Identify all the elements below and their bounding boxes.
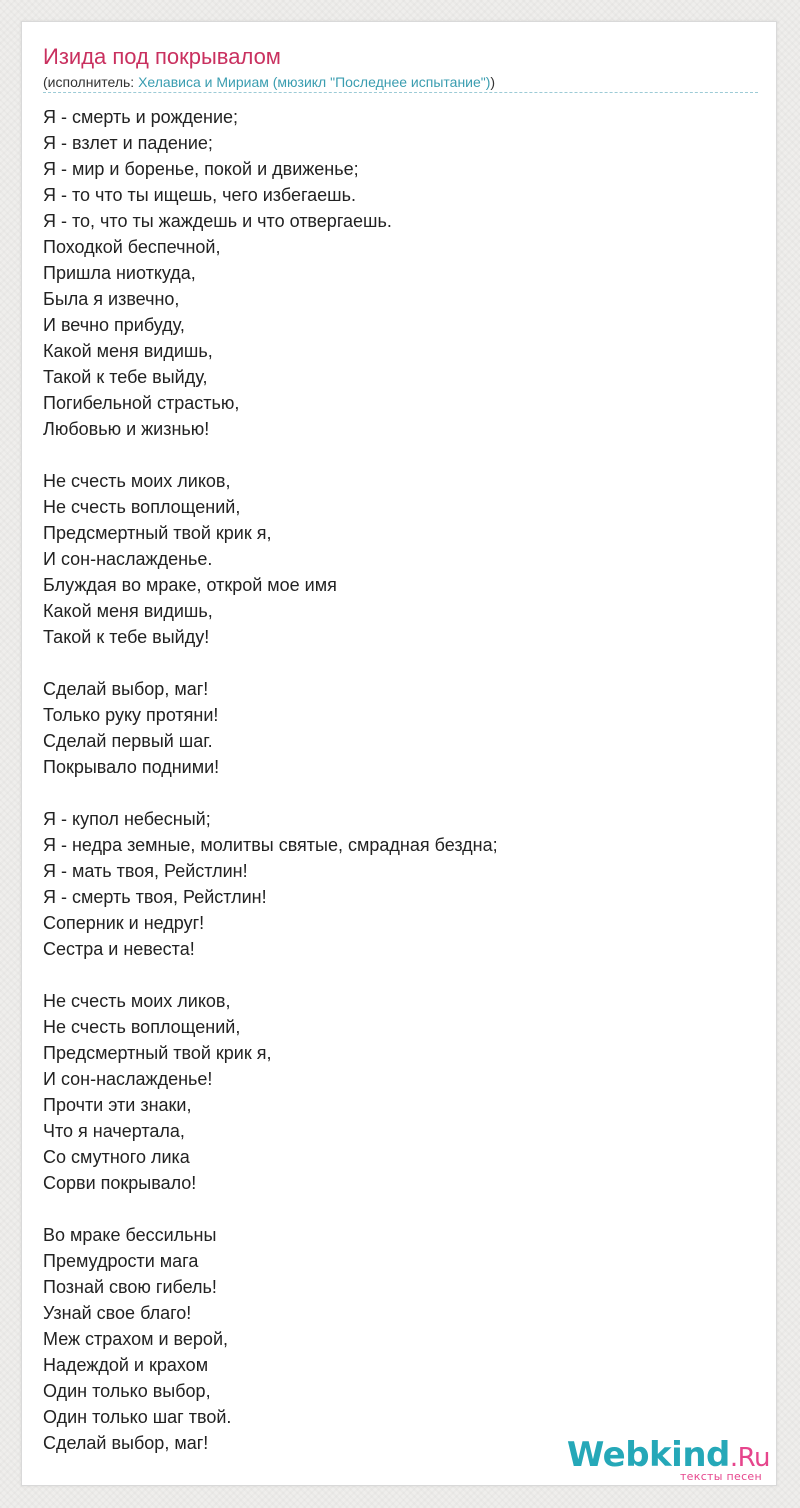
lyric-line: Я - взлет и падение;: [43, 133, 213, 153]
lyric-line: Я - смерть твоя, Рейстлин!: [43, 887, 267, 907]
lyric-line: И сон-наслажденье!: [43, 1069, 213, 1089]
lyric-line: Познай свою гибель!: [43, 1277, 217, 1297]
lyric-line: Соперник и недруг!: [43, 913, 205, 933]
lyric-line: Погибельной страстью,: [43, 393, 240, 413]
lyric-line: Узнай свое благо!: [43, 1303, 192, 1323]
logo-tld: .Ru: [729, 1443, 770, 1473]
lyric-line: Я - то, что ты жаждешь и что отвергаешь.: [43, 211, 392, 231]
lyric-line: Какой меня видишь,: [43, 341, 213, 361]
lyric-line: Не счесть воплощений,: [43, 497, 241, 517]
lyric-line: Премудрости мага: [43, 1251, 199, 1271]
lyric-line: Я - недра земные, молитвы святые, смрадная бездна;: [43, 835, 498, 855]
lyric-line: Я - мать твоя, Рейстлин!: [43, 861, 248, 881]
lyric-line: Какой меня видишь,: [43, 601, 213, 621]
lyric-line: Такой к тебе выйду,: [43, 367, 208, 387]
lyric-line: Во мраке бессильны: [43, 1225, 217, 1245]
lyric-line: Меж страхом и верой,: [43, 1329, 229, 1349]
logo-tagline: тексты песен: [679, 1470, 762, 1483]
lyric-line: Предсмертный твой крик я,: [43, 523, 272, 543]
artist-link[interactable]: Хелависа и Мириам (мюзикл "Последнее испытание"): [138, 74, 491, 90]
lyrics-text: [43, 104, 758, 1456]
lyrics-card: [21, 21, 777, 1486]
lyric-line: [43, 962, 758, 988]
lyric-line: Не счесть воплощений,: [43, 1017, 241, 1037]
lyric-line: Один только шаг твой.: [43, 1407, 232, 1427]
lyric-line: Я - мир и боренье, покой и движенье;: [43, 159, 359, 179]
webkind-logo: [567, 1437, 770, 1483]
lyric-line: Покрывало подними!: [43, 757, 220, 777]
lyric-line: Любовью и жизнью!: [43, 419, 210, 439]
artist-prefix: (исполнитель:: [43, 74, 139, 90]
lyric-line: Я - смерть и рождение;: [43, 107, 239, 127]
lyric-line: Походкой беспечной,: [43, 237, 221, 257]
lyric-line: [43, 650, 758, 676]
lyric-line: [43, 1196, 758, 1222]
lyric-line: Надеждой и крахом: [43, 1355, 209, 1375]
lyric-line: И сон-наслажденье.: [43, 549, 213, 569]
lyric-line: [43, 442, 758, 468]
lyric-line: Я - то что ты ищешь, чего избегаешь.: [43, 185, 356, 205]
lyric-line: Один только выбор,: [43, 1381, 211, 1401]
lyric-line: Я - купол небесный;: [43, 809, 211, 829]
lyric-line: Сестра и невеста!: [43, 939, 195, 959]
lyric-line: Сорви покрывало!: [43, 1173, 197, 1193]
artist-line: [43, 72, 495, 92]
lyric-line: Такой к тебе выйду!: [43, 627, 210, 647]
lyric-line: Предсмертный твой крик я,: [43, 1043, 272, 1063]
lyric-line: Блуждая во мраке, открой мое имя: [43, 575, 337, 595]
lyric-line: Пришла ниоткуда,: [43, 263, 196, 283]
dashed-divider: [43, 92, 758, 93]
lyric-line: Сделай первый шаг.: [43, 731, 213, 751]
lyric-line: Что я начертала,: [43, 1121, 185, 1141]
lyric-line: И вечно прибуду,: [43, 315, 185, 335]
lyric-line: Со смутного лика: [43, 1147, 190, 1167]
lyric-line: Не счесть моих ликов,: [43, 471, 231, 491]
logo-name: Webkind: [566, 1435, 730, 1475]
lyric-line: Прочти эти знаки,: [43, 1095, 192, 1115]
lyric-line: Сделай выбор, маг!: [43, 1433, 209, 1453]
lyric-line: Только руку протяни!: [43, 705, 219, 725]
song-title: Изида под покрывалом: [43, 44, 281, 69]
lyric-line: Сделай выбор, маг!: [43, 679, 209, 699]
lyric-line: Не счесть моих ликов,: [43, 991, 231, 1011]
lyric-line: [43, 780, 758, 806]
lyric-line: Была я извечно,: [43, 289, 180, 309]
artist-suffix: ): [490, 74, 496, 90]
